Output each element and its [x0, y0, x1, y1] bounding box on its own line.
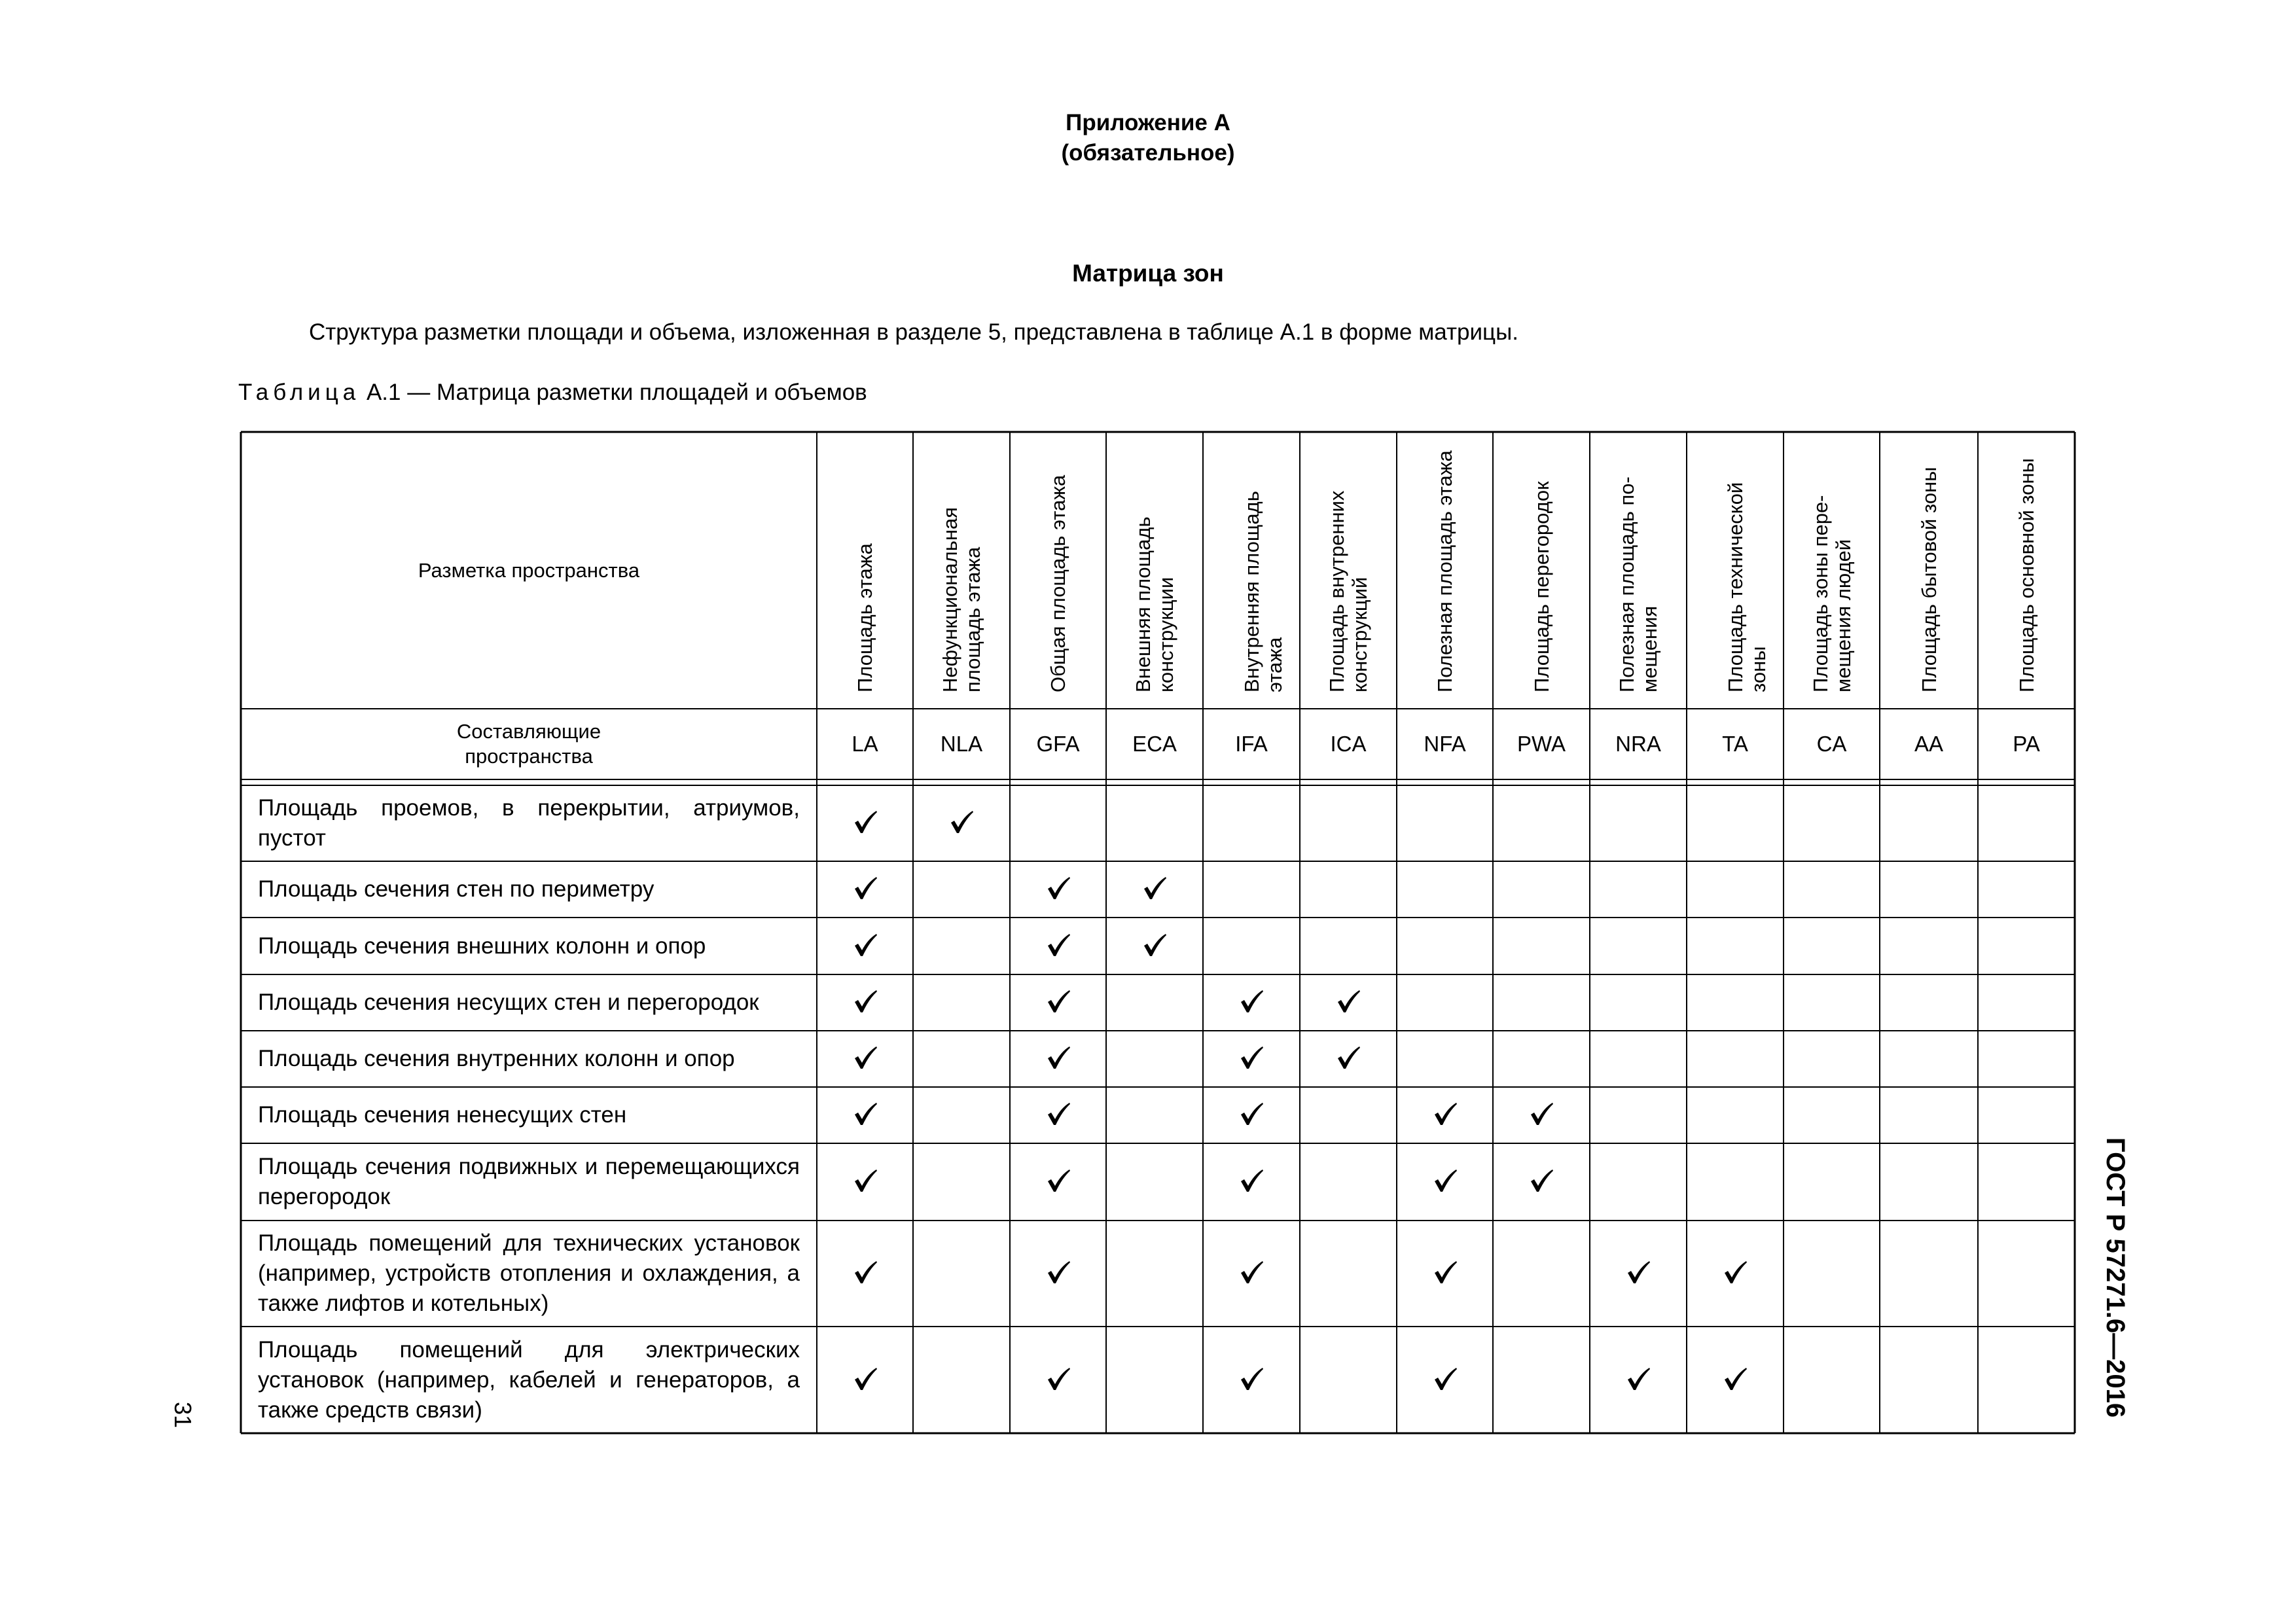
column-code-ica: ICA	[1330, 732, 1367, 756]
check-mark-icon	[1238, 1044, 1265, 1071]
check-mark-icon	[1045, 875, 1071, 901]
check-mark-icon	[1045, 1044, 1071, 1071]
check-mark-icon	[1141, 875, 1168, 901]
column-header-ifa: Внутренняя площадь этажа	[1240, 491, 1286, 692]
check-mark-icon	[1141, 932, 1168, 958]
column-code-eca: ECA	[1132, 732, 1177, 756]
intro-paragraph: Структура разметки площади и объема, изложенная в разделе 5, представлена в таблице А.1 в форме матрицы.	[309, 319, 1518, 345]
check-mark-icon	[1045, 988, 1071, 1014]
column-header-eca: Внешняя площадь конструкции	[1132, 516, 1177, 692]
section-title: Матрица зон	[1072, 260, 1224, 287]
column-code-ta: TA	[1722, 732, 1748, 756]
check-mark-icon	[1722, 1366, 1748, 1392]
column-code-ifa: IFA	[1235, 732, 1268, 756]
check-mark-icon	[852, 809, 878, 835]
check-mark-icon	[1335, 988, 1361, 1014]
column-code-pwa: PWA	[1517, 732, 1566, 756]
check-mark-icon	[1238, 1259, 1265, 1285]
check-mark-icon	[1432, 1168, 1458, 1194]
check-mark-icon	[852, 1259, 878, 1285]
column-code-pa: PA	[2013, 732, 2040, 756]
check-mark-icon	[1432, 1259, 1458, 1285]
column-header-pa: Площадь основной зоны	[2015, 458, 2038, 692]
page-number: 31	[170, 1402, 196, 1429]
subheader-label: Составляющие пространства	[456, 720, 601, 768]
caption-text: А.1 — Матрица разметки площадей и объемов	[360, 380, 867, 405]
check-mark-icon	[1528, 1168, 1554, 1194]
check-mark-icon	[852, 1044, 878, 1071]
check-mark-icon	[852, 932, 878, 958]
check-mark-icon	[1432, 1366, 1458, 1392]
check-mark-icon	[1238, 1366, 1265, 1392]
check-mark-icon	[1045, 1366, 1071, 1392]
check-mark-icon	[1432, 1101, 1458, 1127]
check-mark-icon	[852, 875, 878, 901]
check-mark-icon	[852, 1101, 878, 1127]
column-header-la: Площадь этажа	[853, 543, 876, 692]
row-label: Площадь сечения ненесущих стен	[258, 1102, 627, 1128]
check-mark-icon	[1722, 1259, 1748, 1285]
annex-status: (обязательное)	[1061, 140, 1235, 166]
row-label: Площадь сечения внешних колонн и опор	[258, 933, 706, 959]
check-mark-icon	[1045, 1101, 1071, 1127]
caption-prefix: Таблица	[238, 380, 361, 405]
row-label: Площадь сечения стен по периметру	[258, 876, 655, 902]
column-header-ica: Площадь внутренних конструкций	[1325, 490, 1371, 692]
check-mark-icon	[852, 1366, 878, 1392]
row-label: Площадь сечения несущих стен и перегородок	[258, 990, 759, 1015]
row-label: Площадь сечения внутренних колонн и опор	[258, 1046, 735, 1071]
document-id: ГОСТ Р 57271.6—2016	[2101, 1137, 2130, 1418]
column-header-nra: Полезная площадь по-мещения	[1615, 476, 1661, 692]
column-code-nla: NLA	[940, 732, 983, 756]
check-mark-icon	[1238, 1168, 1265, 1194]
check-mark-icon	[852, 988, 878, 1014]
check-mark-icon	[948, 809, 975, 835]
corner-header: Разметка пространства	[418, 558, 640, 582]
column-header-aa: Площадь бытовой зоны	[1917, 467, 1941, 692]
column-code-la: LA	[852, 732, 878, 756]
column-code-aa: AA	[1914, 732, 1944, 756]
check-mark-icon	[852, 1168, 878, 1194]
row-label: Площадь проемов, в перекрытии, атриумов, пустот	[258, 795, 800, 851]
annex-title: Приложение А	[1066, 110, 1230, 135]
check-mark-icon	[1238, 1101, 1265, 1127]
check-mark-icon	[1625, 1259, 1651, 1285]
row-label: Площадь сечения подвижных и перемещающихся перегородок	[258, 1154, 800, 1209]
check-mark-icon	[1045, 1168, 1071, 1194]
check-mark-icon	[1625, 1366, 1651, 1392]
check-mark-icon	[1528, 1101, 1554, 1127]
check-mark-icon	[1335, 1044, 1361, 1071]
check-mark-icon	[1045, 932, 1071, 958]
column-code-nra: NRA	[1615, 732, 1661, 756]
column-header-ta: Площадь технической зоны	[1723, 482, 1770, 692]
row-label: Площадь помещений для электрических установок (например, кабелей и генераторов, а также средств связи)	[258, 1336, 800, 1423]
column-header-nla: Нефункциональная площадь этажа	[939, 507, 984, 692]
check-mark-icon	[1238, 988, 1265, 1014]
column-header-nfa: Полезная площадь этажа	[1433, 450, 1456, 692]
column-header-pwa: Площадь перегородок	[1530, 481, 1553, 692]
column-code-gfa: GFA	[1036, 732, 1080, 756]
column-header-ca: Площадь зоны пере-мещения людей	[1808, 495, 1855, 692]
column-header-gfa: Общая площадь этажа	[1047, 474, 1069, 692]
check-mark-icon	[1045, 1259, 1071, 1285]
column-code-nfa: NFA	[1424, 732, 1466, 756]
row-label: Площадь помещений для технических установок (например, устройств отопления и охлаждения, а также лифтов и котельных)	[258, 1230, 800, 1316]
column-code-ca: CA	[1816, 732, 1847, 756]
